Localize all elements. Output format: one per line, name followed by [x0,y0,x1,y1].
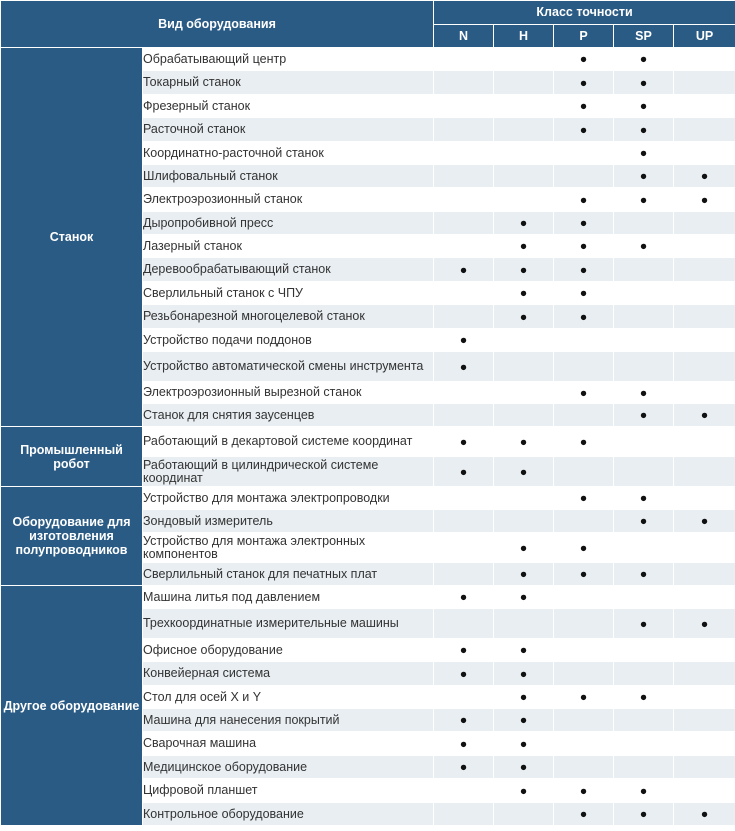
class-h-cell [494,487,554,510]
equipment-name: Офисное оборудование [143,639,434,662]
class-p-cell [554,732,614,756]
equipment-type-header: Вид оборудования [1,1,434,48]
class-p-cell [554,235,614,258]
class-h-cell [494,188,554,212]
class-up-cell [674,282,735,305]
class-sp-cell [614,382,674,404]
class-p-cell [554,305,614,329]
class-sp-cell [614,487,674,510]
class-p-cell [554,563,614,586]
class-n-cell [434,258,494,282]
class-p-cell [554,71,614,95]
class-up-cell [674,142,735,165]
class-up-cell [674,352,735,382]
class-n-cell [434,118,494,142]
class-h-cell [494,165,554,188]
group-industrial-robot-label: Промышленный робот [1,427,143,487]
class-sp-cell [614,686,674,709]
group-semiconductor-equipment-label: Оборудование для изготовления полупроводников [1,487,143,586]
equipment-name: Конвейерная система [143,662,434,686]
bullet-mark-icon: ● [579,567,588,581]
equipment-name: Сварочная машина [143,732,434,756]
bullet-mark-icon: ● [700,192,709,207]
bullet-mark-icon: ● [519,760,528,774]
bullet-mark-icon: ● [639,146,648,160]
class-up-cell [674,779,735,803]
bullet-mark-icon: ● [639,408,648,422]
class-n-cell [434,142,494,165]
class-sp-cell [614,305,674,329]
class-h-cell [494,533,554,563]
class-sp-cell [614,188,674,212]
class-n-cell [434,586,494,609]
class-up-cell [674,533,735,563]
class-sp-cell [614,142,674,165]
equipment-name: Машина для нанесения покрытий [143,709,434,732]
class-p-cell [554,142,614,165]
class-p-cell [554,118,614,142]
class-p-cell [554,709,614,732]
class-n-cell [434,779,494,803]
bullet-mark-icon: ● [519,666,528,681]
bullet-mark-icon: ● [639,567,648,581]
bullet-mark-icon: ● [579,216,588,230]
class-up-cell [674,563,735,586]
equipment-name: Устройство для монтажа электропроводки [143,487,434,510]
class-up-cell [674,609,735,639]
class-n-cell [434,427,494,457]
equipment-name: Стол для осей X и Y [143,686,434,709]
class-up-cell [674,329,735,352]
class-sp-cell [614,586,674,609]
equipment-name: Станок для снятия заусенцев [143,404,434,427]
bullet-mark-icon: ● [579,52,588,66]
bullet-mark-icon: ● [459,359,468,374]
class-up-header: UP [674,24,735,48]
equipment-name: Трехкоординатные измерительные машины [143,609,434,639]
bullet-mark-icon: ● [639,807,648,821]
class-n-cell [434,235,494,258]
equipment-name: Электроэрозионный станок [143,188,434,212]
equipment-name: Расточной станок [143,118,434,142]
class-sp-cell [614,779,674,803]
class-p-header: P [554,24,614,48]
class-n-cell [434,212,494,235]
class-p-cell [554,662,614,686]
equipment-name: Работающий в цилиндрической системе координат [143,457,434,487]
class-n-cell [434,48,494,71]
class-up-cell [674,165,735,188]
class-sp-cell [614,352,674,382]
bullet-mark-icon: ● [519,736,528,751]
class-n-cell [434,756,494,779]
class-up-cell [674,686,735,709]
bullet-mark-icon: ● [459,590,468,604]
class-p-cell [554,427,614,457]
class-p-cell [554,282,614,305]
equipment-name: Цифровой планшет [143,779,434,803]
class-h-cell [494,404,554,427]
bullet-mark-icon: ● [639,75,648,90]
class-sp-cell [614,510,674,533]
class-h-cell [494,235,554,258]
class-p-cell [554,510,614,533]
table-row [1,427,735,457]
class-h-cell [494,803,554,826]
class-sp-cell [614,118,674,142]
class-up-cell [674,487,735,510]
class-sp-cell [614,639,674,662]
class-p-cell [554,639,614,662]
bullet-mark-icon: ● [579,192,588,207]
class-h-cell [494,48,554,71]
bullet-mark-icon: ● [639,99,648,113]
bullet-mark-icon: ● [459,333,468,347]
class-sp-cell [614,609,674,639]
class-h-cell [494,71,554,95]
class-n-cell [434,188,494,212]
class-p-cell [554,686,614,709]
equipment-name: Токарный станок [143,71,434,95]
bullet-mark-icon: ● [459,643,468,657]
class-sp-header: SP [614,24,674,48]
class-up-cell [674,71,735,95]
class-up-cell [674,510,735,533]
bullet-mark-icon: ● [579,262,588,277]
class-up-cell [674,662,735,686]
bullet-mark-icon: ● [519,262,528,277]
class-h-cell [494,305,554,329]
bullet-mark-icon: ● [519,239,528,253]
class-up-cell [674,95,735,118]
bullet-mark-icon: ● [639,783,648,798]
equipment-name: Устройство автоматической смены инструмента [143,352,434,382]
equipment-name: Деревообрабатывающий станок [143,258,434,282]
equipment-name: Координатно-расточной станок [143,142,434,165]
class-h-cell [494,118,554,142]
equipment-name: Сверлильный станок для печатных плат [143,563,434,586]
class-sp-cell [614,282,674,305]
class-p-cell [554,533,614,563]
class-p-cell [554,756,614,779]
bullet-mark-icon: ● [700,807,709,821]
class-p-cell [554,95,614,118]
equipment-name: Резьбонарезной многоцелевой станок [143,305,434,329]
class-p-cell [554,258,614,282]
bullet-mark-icon: ● [519,643,528,657]
class-n-cell [434,457,494,487]
class-h-header: H [494,24,554,48]
equipment-name: Дыропробивной пресс [143,212,434,235]
bullet-mark-icon: ● [459,434,468,449]
bullet-mark-icon: ● [639,52,648,66]
class-h-cell [494,142,554,165]
bullet-mark-icon: ● [639,239,648,253]
class-p-cell [554,586,614,609]
bullet-mark-icon: ● [579,122,588,137]
class-n-cell [434,165,494,188]
bullet-mark-icon: ● [700,616,709,631]
class-n-cell [434,686,494,709]
bullet-mark-icon: ● [459,262,468,277]
bullet-mark-icon: ● [519,783,528,798]
bullet-mark-icon: ● [519,567,528,581]
bullet-mark-icon: ● [579,385,588,400]
class-p-cell [554,803,614,826]
bullet-mark-icon: ● [459,760,468,774]
bullet-mark-icon: ● [579,690,588,704]
equipment-name: Работающий в декартовой системе координат [143,427,434,457]
class-h-cell [494,95,554,118]
class-n-cell [434,609,494,639]
bullet-mark-icon: ● [579,807,588,821]
class-h-cell [494,609,554,639]
bullet-mark-icon: ● [459,713,468,727]
bullet-mark-icon: ● [579,540,588,555]
class-n-cell [434,732,494,756]
class-sp-cell [614,212,674,235]
class-sp-cell [614,404,674,427]
class-sp-cell [614,457,674,487]
class-up-cell [674,212,735,235]
bullet-mark-icon: ● [700,408,709,422]
group-other-equipment-label: Другое оборудование [1,586,143,826]
equipment-name: Сверлильный станок с ЧПУ [143,282,434,305]
equipment-name: Устройство подачи поддонов [143,329,434,352]
bullet-mark-icon: ● [639,122,648,137]
class-p-cell [554,779,614,803]
bullet-mark-icon: ● [639,616,648,631]
equipment-name: Контрольное оборудование [143,803,434,826]
class-h-cell [494,329,554,352]
bullet-mark-icon: ● [639,169,648,183]
equipment-name: Машина литья под давлением [143,586,434,609]
class-n-cell [434,803,494,826]
class-sp-cell [614,71,674,95]
class-p-cell [554,382,614,404]
class-up-cell [674,586,735,609]
class-sp-cell [614,95,674,118]
class-p-cell [554,404,614,427]
bullet-mark-icon: ● [579,99,588,113]
bullet-mark-icon: ● [519,690,528,704]
bullet-mark-icon: ● [519,434,528,449]
bullet-mark-icon: ● [639,491,648,505]
class-up-cell [674,756,735,779]
equipment-name: Устройство для монтажа электронных компонентов [143,533,434,563]
bullet-mark-icon: ● [579,491,588,505]
class-p-cell [554,487,614,510]
class-sp-cell [614,563,674,586]
class-p-cell [554,48,614,71]
bullet-mark-icon: ● [700,169,709,183]
class-sp-cell [614,732,674,756]
bullet-mark-icon: ● [639,514,648,528]
class-n-cell [434,71,494,95]
class-h-cell [494,756,554,779]
bullet-mark-icon: ● [459,464,468,479]
class-up-cell [674,709,735,732]
bullet-mark-icon: ● [700,514,709,528]
equipment-name: Обрабатывающий центр [143,48,434,71]
class-up-cell [674,427,735,457]
class-h-cell [494,382,554,404]
class-sp-cell [614,427,674,457]
class-sp-cell [614,533,674,563]
class-h-cell [494,709,554,732]
bullet-mark-icon: ● [579,286,588,300]
class-up-cell [674,305,735,329]
class-sp-cell [614,329,674,352]
class-up-cell [674,235,735,258]
table-row [1,586,735,609]
bullet-mark-icon: ● [579,309,588,324]
class-n-cell [434,404,494,427]
table-row [1,48,735,71]
bullet-mark-icon: ● [519,540,528,555]
equipment-name: Электроэрозионный вырезной станок [143,382,434,404]
bullet-mark-icon: ● [579,434,588,449]
class-p-cell [554,457,614,487]
class-n-cell [434,533,494,563]
bullet-mark-icon: ● [519,464,528,479]
bullet-mark-icon: ● [519,286,528,300]
class-up-cell [674,803,735,826]
bullet-mark-icon: ● [639,385,648,400]
class-up-cell [674,188,735,212]
table-body [1,48,735,826]
equipment-name: Фрезерный станок [143,95,434,118]
class-p-cell [554,165,614,188]
bullet-mark-icon: ● [639,690,648,704]
class-n-cell [434,329,494,352]
bullet-mark-icon: ● [519,713,528,727]
class-h-cell [494,779,554,803]
class-sp-cell [614,803,674,826]
class-h-cell [494,457,554,487]
class-up-cell [674,118,735,142]
class-n-cell [434,282,494,305]
class-n-cell [434,563,494,586]
class-h-cell [494,282,554,305]
equipment-name: Лазерный станок [143,235,434,258]
class-h-cell [494,258,554,282]
class-h-cell [494,212,554,235]
class-n-cell [434,352,494,382]
class-n-header: N [434,24,494,48]
class-sp-cell [614,756,674,779]
class-up-cell [674,639,735,662]
class-p-cell [554,609,614,639]
table-row [1,487,735,510]
accuracy-class-header: Класс точности [434,1,735,25]
class-up-cell [674,48,735,71]
class-h-cell [494,510,554,533]
class-h-cell [494,662,554,686]
class-up-cell [674,382,735,404]
class-n-cell [434,510,494,533]
bullet-mark-icon: ● [459,736,468,751]
bullet-mark-icon: ● [519,590,528,604]
bullet-mark-icon: ● [459,666,468,681]
class-h-cell [494,427,554,457]
class-h-cell [494,352,554,382]
bullet-mark-icon: ● [579,239,588,253]
class-n-cell [434,487,494,510]
class-n-cell [434,662,494,686]
bullet-mark-icon: ● [579,75,588,90]
class-h-cell [494,586,554,609]
bullet-mark-icon: ● [639,192,648,207]
group-machine-tools-label: Станок [1,48,143,427]
bullet-mark-icon: ● [579,783,588,798]
class-up-cell [674,404,735,427]
class-h-cell [494,563,554,586]
class-sp-cell [614,235,674,258]
class-n-cell [434,382,494,404]
class-up-cell [674,732,735,756]
equipment-name: Медицинское оборудование [143,756,434,779]
bullet-mark-icon: ● [519,309,528,324]
equipment-name: Шлифовальный станок [143,165,434,188]
bullet-mark-icon: ● [519,216,528,230]
class-n-cell [434,95,494,118]
class-h-cell [494,732,554,756]
class-n-cell [434,305,494,329]
class-sp-cell [614,258,674,282]
class-sp-cell [614,48,674,71]
class-up-cell [674,457,735,487]
table-header [1,1,735,48]
class-sp-cell [614,662,674,686]
class-sp-cell [614,709,674,732]
class-p-cell [554,329,614,352]
class-h-cell [494,686,554,709]
class-h-cell [494,639,554,662]
equipment-name: Зондовый измеритель [143,510,434,533]
class-n-cell [434,709,494,732]
class-up-cell [674,258,735,282]
class-p-cell [554,352,614,382]
class-sp-cell [614,165,674,188]
class-p-cell [554,188,614,212]
class-p-cell [554,212,614,235]
class-n-cell [434,639,494,662]
